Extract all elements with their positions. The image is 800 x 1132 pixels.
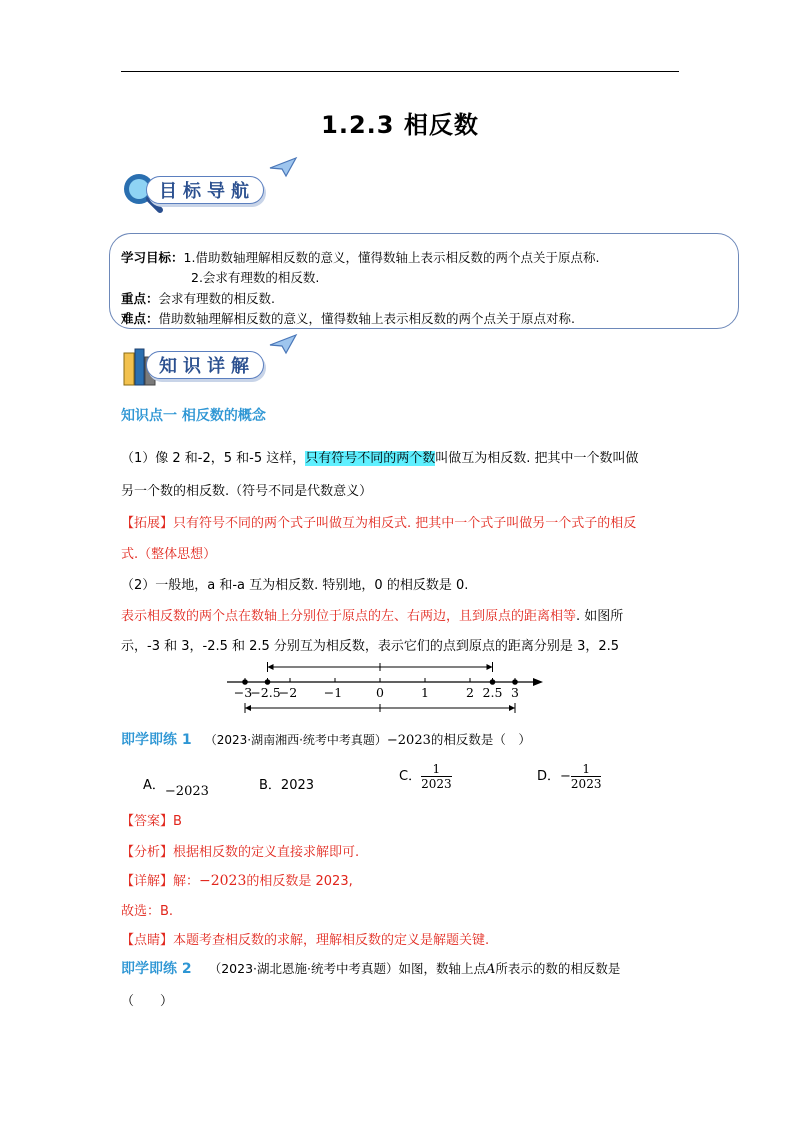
exercise-2-tail: 所表示的数的相反数是 [495, 961, 621, 976]
option-c-numerator: 1 [421, 762, 452, 777]
goals-key-line [121, 291, 275, 307]
goals-difficulty-line [121, 311, 575, 327]
exercise-2-paren: （ ） [121, 994, 174, 1009]
key-label: 重点： [121, 291, 159, 306]
banner-goals-label: 目标导航 [146, 176, 264, 204]
option-c-fraction [421, 762, 452, 791]
para-1-highlight: 只有符号不同的两个数 [305, 451, 436, 466]
goals-label: 学习目标： [121, 250, 184, 265]
para-1-line-2: 另一个数的相反数.（符号不同是代数意义） [121, 484, 373, 499]
exercise-2-line [121, 958, 620, 978]
option-a-label: A． [143, 778, 165, 793]
banner-knowledge-label: 知识详解 [146, 351, 264, 379]
option-c-label: C． [399, 769, 422, 784]
exercise-1-heading: 即学即练 1 [121, 732, 192, 748]
para-3-black: . 如图所 [576, 609, 624, 624]
detail-end: 的相反数是 2023, [246, 874, 353, 889]
tick-label-3: −1 [323, 685, 343, 700]
para-4: 示，-3 和 3，-2.5 和 2.5 分别互为相反数，表示它们的点到原点的距离分别是 3，2.5 [121, 639, 620, 654]
exercise-1-line [121, 729, 531, 749]
para-1-start: （1）像 2 和-2，5 和-5 这样， [121, 451, 306, 466]
tick-label-1: −2.5 [250, 685, 281, 700]
extension-line-2: 式.（整体思想） [121, 547, 217, 562]
option-a[interactable] [143, 774, 209, 799]
point-7 [490, 679, 496, 685]
option-c[interactable] [399, 762, 452, 791]
exercise-1-source: （2023·湖南湘西·统考中考真题） [204, 733, 387, 747]
paper-plane-icon [268, 333, 298, 355]
option-c-denominator: 2023 [421, 777, 452, 791]
para-3 [121, 605, 623, 624]
option-b-label: B． [259, 778, 281, 793]
number-line [225, 660, 555, 720]
option-d-fraction [571, 762, 602, 791]
exercise-1-number: −2023 [386, 733, 431, 748]
option-d-label: D． [537, 769, 561, 784]
tick-label-7: 2.5 [482, 685, 503, 700]
point-8 [512, 679, 518, 685]
goals-item-1: 1.借助数轴理解相反数的意义，懂得数轴上表示相反数的两个点关于原点称. [183, 250, 600, 265]
option-a-value: −2023 [164, 784, 209, 799]
answer-line: 【答案】B [121, 814, 182, 829]
option-b-value: 2023 [280, 778, 315, 793]
exercise-2-point: A [485, 962, 496, 977]
exercise-1-stem: 的相反数是（ ） [430, 732, 531, 747]
bracket-top-arrow-right [487, 664, 493, 670]
point-0 [242, 679, 248, 685]
paper-plane-icon [268, 156, 298, 178]
detail-line [121, 870, 353, 889]
tick-label-4: 0 [376, 685, 384, 700]
page-title: 1.2.3 相反数 [321, 111, 479, 139]
option-d-sign: − [560, 769, 571, 784]
bracket-top-arrow-left [268, 664, 274, 670]
difficulty-text: 借助数轴理解相反数的意义，懂得数轴上表示相反数的两个点关于原点对称. [158, 311, 575, 326]
top-rule [121, 71, 679, 72]
key-text: 会求有理数的相反数. [158, 291, 275, 306]
exercise-2-heading: 即学即练 2 [121, 961, 192, 977]
analysis-line: 【分析】根据相反数的定义直接求解即可. [121, 845, 360, 860]
tick-label-8: 3 [511, 685, 519, 700]
option-b[interactable] [259, 774, 314, 793]
option-d-denominator: 2023 [570, 777, 602, 791]
goals-item-2: 2.会求有理数的相反数. [191, 270, 320, 285]
tick-label-6: 2 [466, 685, 474, 700]
bracket-bottom-arrow-left [245, 705, 251, 711]
option-d-numerator: 1 [571, 762, 602, 777]
tick-label-0: −3 [233, 685, 253, 700]
bracket-bottom-arrow-right [509, 705, 515, 711]
tick-label-2: −2 [278, 685, 298, 700]
axis-arrow [533, 678, 543, 686]
goals-line-1 [121, 250, 599, 266]
para-1-end: 叫做互为相反数. 把其中一个数叫做 [435, 451, 639, 466]
banner-goals [120, 170, 320, 212]
detail-start: 【详解】解： [121, 874, 200, 889]
banner-knowledge [120, 345, 320, 387]
choose-line: 故选：B. [121, 904, 174, 919]
para-1-line-1 [121, 447, 639, 466]
point-1 [265, 679, 271, 685]
para-2: （2）一般地，a 和-a 互为相反数. 特别地，0 的相反数是 0. [121, 578, 469, 593]
comment-line: 【点睛】本题考查相反数的求解，理解相反数的定义是解题关键. [121, 933, 490, 948]
extension-line-1: 【拓展】只有符号不同的两个式子叫做互为相反式. 把其中一个式子叫做另一个式子的相反 [121, 516, 637, 531]
option-d[interactable] [537, 762, 601, 791]
section-heading: 知识点一 相反数的概念 [121, 408, 266, 424]
tick-label-5: 1 [421, 685, 429, 700]
detail-number: −2023 [199, 873, 247, 889]
exercise-2-source: （2023·湖北恩施·统考中考真题）如图，数轴上点 [208, 961, 486, 976]
difficulty-label: 难点： [121, 311, 159, 326]
para-3-red: 表示相反数的两个点在数轴上分别位于原点的左、右两边，且到原点的距离相等 [121, 609, 577, 624]
